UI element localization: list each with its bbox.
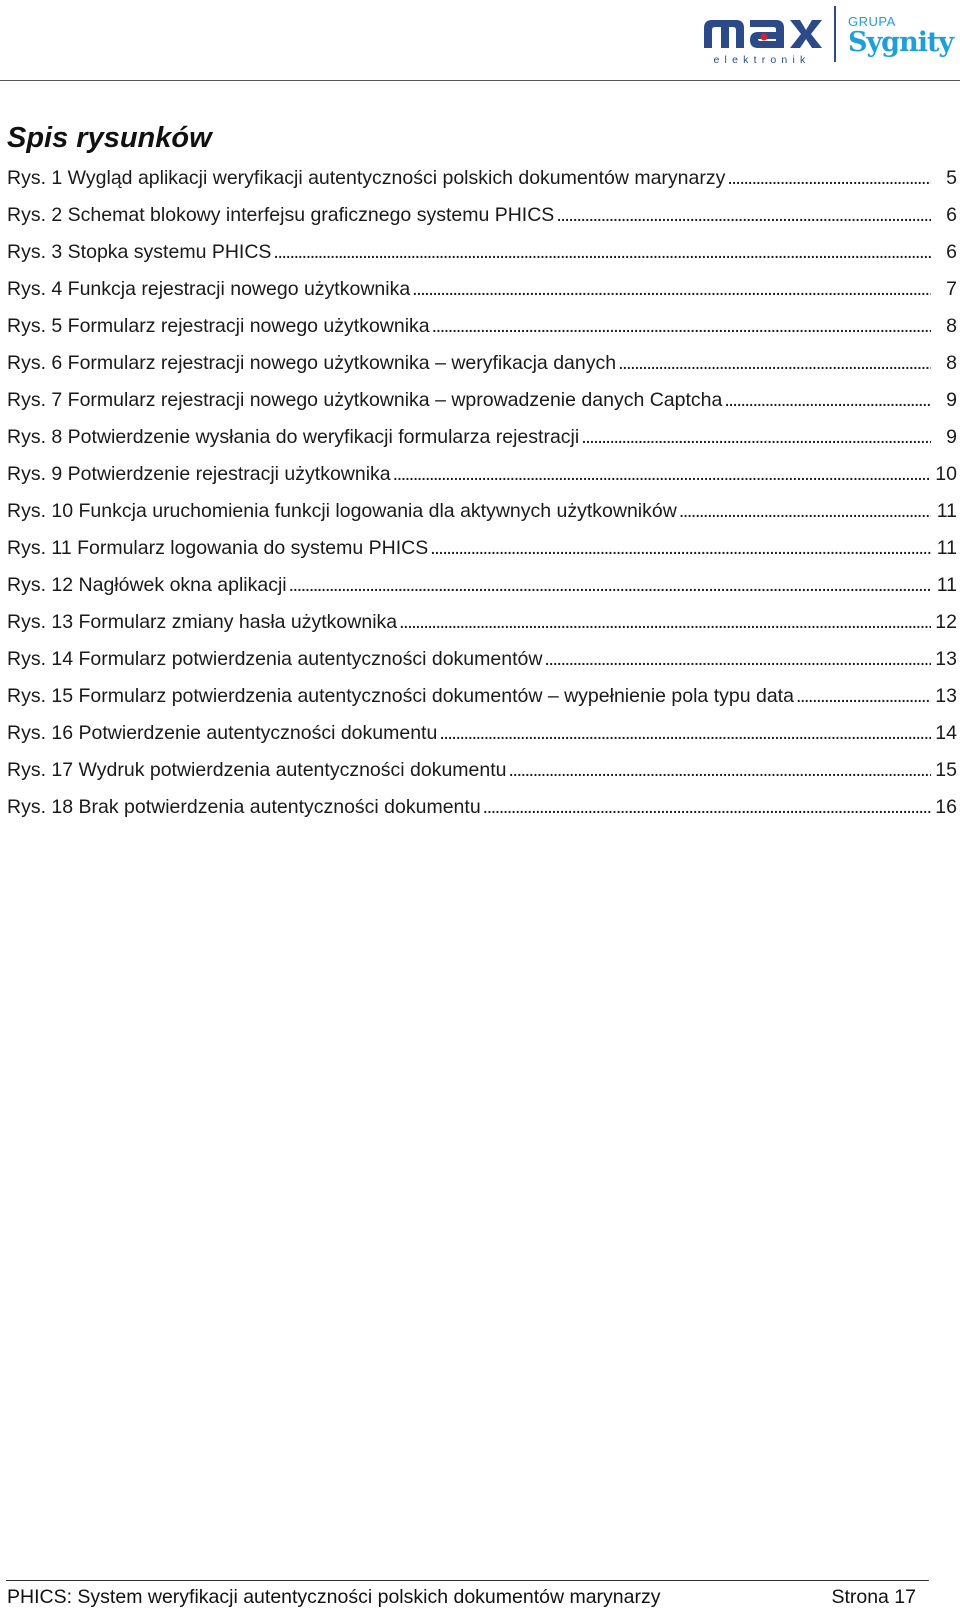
toc-dot-leader — [618, 352, 931, 375]
toc-dot-leader — [399, 611, 931, 634]
toc-dot-leader — [273, 241, 931, 264]
toc-entry[interactable] — [7, 315, 957, 352]
toc-entry[interactable] — [7, 574, 957, 611]
toc-entry[interactable] — [7, 167, 957, 204]
toc-entry[interactable] — [7, 463, 957, 500]
header-rule — [0, 80, 960, 81]
toc-entry-label: Rys. 9 Potwierdzenie rejestracji użytkownika — [7, 463, 391, 485]
toc-entry[interactable] — [7, 278, 957, 315]
sygnity-logo — [848, 10, 954, 60]
toc-entry[interactable] — [7, 500, 957, 537]
toc-entry[interactable] — [7, 722, 957, 759]
toc-entry-page: 10 — [935, 463, 957, 485]
toc-entry-label: Rys. 15 Formularz potwierdzenia autentyczności dokumentów – wypełnienie pola typu data — [7, 685, 794, 707]
toc-entry-label: Rys. 17 Wydruk potwierdzenia autentyczności dokumentu — [7, 759, 507, 781]
toc-entry-label: Rys. 4 Funkcja rejestracji nowego użytkownika — [7, 278, 411, 300]
toc-entry[interactable] — [7, 611, 957, 648]
toc-entry-page: 8 — [946, 315, 957, 337]
toc-entry-label: Rys. 3 Stopka systemu PHICS — [7, 241, 272, 263]
footer-doc-title: PHICS: System weryfikacji autentyczności polskich dokumentów marynarzy — [7, 1586, 661, 1608]
toc-entry-page: 9 — [946, 389, 957, 411]
toc-entry-page: 7 — [946, 278, 957, 300]
toc-entry-label: Rys. 8 Potwierdzenie wysłania do weryfikacji formularza rejestracji — [7, 426, 580, 448]
toc-entry-label: Rys. 18 Brak potwierdzenia autentyczności dokumentu — [7, 796, 481, 818]
toc-entry[interactable] — [7, 796, 957, 833]
toc-entry[interactable] — [7, 759, 957, 796]
toc-entry[interactable] — [7, 426, 957, 463]
toc-entry-label: Rys. 10 Funkcja uruchomienia funkcji logowania dla aktywnych użytkowników — [7, 500, 677, 522]
toc-entry[interactable] — [7, 241, 957, 278]
toc-entry-page: 8 — [946, 352, 957, 374]
toc-entry-label: Rys. 13 Formularz zmiany hasła użytkownika — [7, 611, 398, 633]
toc-entry-page: 6 — [946, 204, 957, 226]
toc-entry-page: 14 — [935, 722, 957, 744]
toc-entry-label: Rys. 5 Formularz rejestracji nowego użytkownika — [7, 315, 430, 337]
toc-entry[interactable] — [7, 389, 957, 426]
logo-divider — [834, 6, 836, 62]
toc-dot-leader — [544, 648, 931, 671]
toc-entry-label: Rys. 2 Schemat blokowy interfejsu graficznego systemu PHICS — [7, 204, 555, 226]
figure-list — [7, 167, 957, 833]
page-header — [0, 0, 960, 82]
toc-entry-page: 9 — [946, 426, 957, 448]
toc-entry[interactable] — [7, 685, 957, 722]
toc-entry-page: 11 — [936, 500, 957, 522]
toc-entry-label: Rys. 14 Formularz potwierdzenia autentyczności dokumentów — [7, 648, 543, 670]
toc-entry[interactable] — [7, 537, 957, 574]
toc-dot-leader — [439, 722, 931, 745]
toc-entry[interactable] — [7, 648, 957, 685]
toc-dot-leader — [412, 278, 931, 301]
toc-entry-page: 5 — [946, 167, 957, 189]
toc-dot-leader — [796, 685, 931, 708]
footer-rule — [6, 1580, 929, 1581]
toc-entry[interactable] — [7, 204, 957, 241]
toc-entry-label: Rys. 7 Formularz rejestracji nowego użytkownika – wprowadzenie danych Captcha — [7, 389, 723, 411]
toc-entry-label: Rys. 1 Wygląd aplikacji weryfikacji autentyczności polskich dokumentów marynarzy — [7, 167, 726, 189]
toc-entry-page: 13 — [935, 685, 957, 707]
toc-entry[interactable] — [7, 352, 957, 389]
elektronik-text: elektronik — [713, 54, 811, 66]
toc-entry-page: 13 — [935, 648, 957, 670]
toc-entry-page: 11 — [936, 574, 957, 596]
toc-dot-leader — [581, 426, 931, 449]
toc-dot-leader — [679, 500, 931, 523]
toc-dot-leader — [483, 796, 931, 819]
footer-page-number: Strona 17 — [831, 1586, 916, 1608]
toc-dot-leader — [556, 204, 931, 227]
grupa-text: GRUPA — [848, 14, 896, 29]
toc-entry-page: 15 — [935, 759, 957, 781]
page-title: Spis rysunków — [7, 122, 212, 154]
toc-dot-leader — [430, 537, 931, 560]
toc-dot-leader — [432, 315, 931, 338]
max-elektronik-logo — [700, 8, 825, 66]
toc-entry-page: 11 — [936, 537, 957, 559]
toc-entry-page: 16 — [935, 796, 957, 818]
sygnity-text: Sygnity — [848, 27, 954, 58]
toc-entry-page: 6 — [946, 241, 957, 263]
toc-dot-leader — [289, 574, 931, 597]
toc-entry-label: Rys. 11 Formularz logowania do systemu PHICS — [7, 537, 429, 559]
toc-entry-page: 12 — [935, 611, 957, 633]
toc-entry-label: Rys. 16 Potwierdzenie autentyczności dokumentu — [7, 722, 438, 744]
toc-dot-leader — [724, 389, 931, 412]
toc-dot-leader — [509, 759, 932, 782]
toc-dot-leader — [727, 167, 931, 190]
toc-entry-label: Rys. 6 Formularz rejestracji nowego użytkownika – weryfikacja danych — [7, 352, 617, 374]
toc-dot-leader — [393, 463, 931, 486]
toc-entry-label: Rys. 12 Nagłówek okna aplikacji — [7, 574, 287, 596]
